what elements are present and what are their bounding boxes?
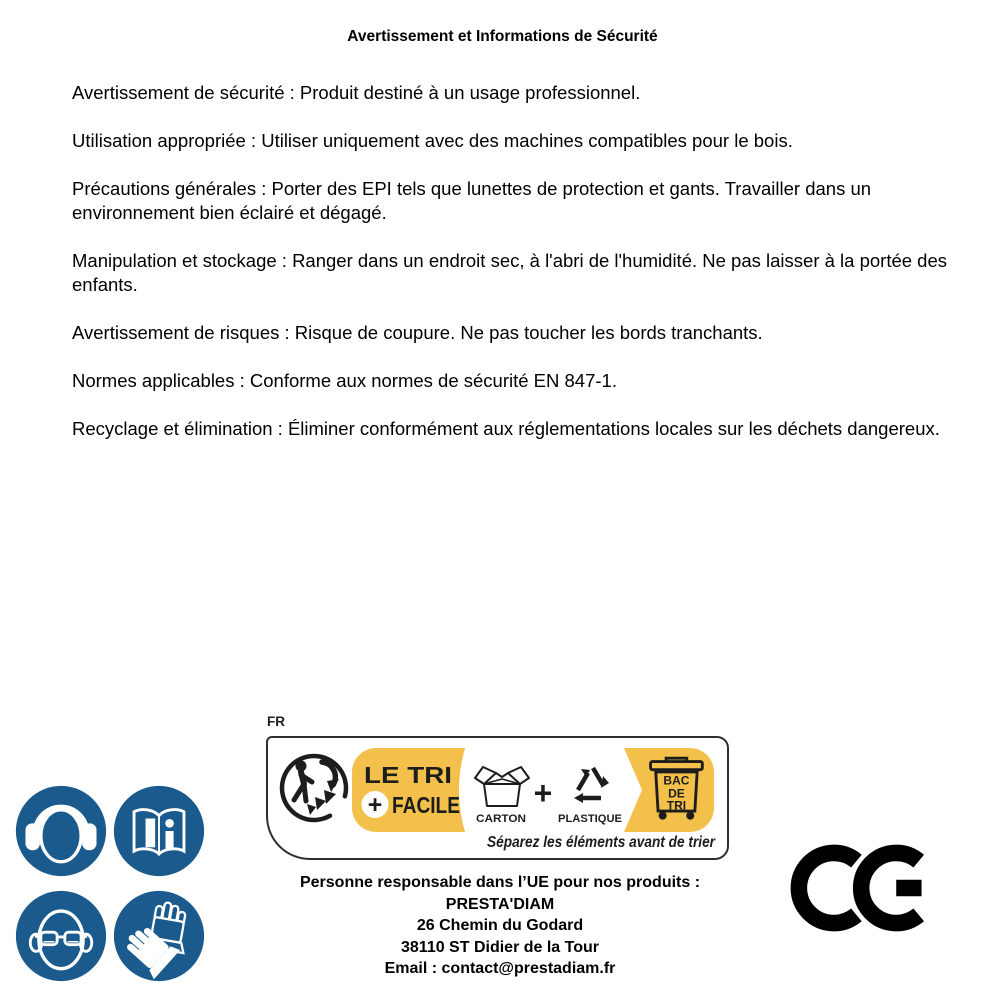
responsible-person-block: [200, 872, 800, 980]
responsible-intro: Personne responsable dans l’UE pour nos produits :: [299, 874, 701, 891]
paragraph-standards: Normes applicables : Conforme aux normes de sécurité EN 847-1.: [72, 370, 617, 391]
read-manual-icon: [111, 783, 207, 879]
ear-protection-icon: [13, 783, 109, 879]
eye-protection-icon: [13, 888, 109, 984]
material-plastique-label: PLASTIQUE: [558, 813, 622, 825]
mandatory-safety-pictograms: [13, 783, 207, 984]
country-code-label: FR: [267, 714, 285, 729]
paragraph-proper-use: Utilisation appropriée : Utiliser uniquement avec des machines compatibles pour le bois.: [72, 130, 793, 151]
sorting-instruction: Séparez les éléments avant de trier: [487, 834, 716, 851]
paragraph-safety-warning: Avertissement de sécurité : Produit destiné à un usage professionnel.: [72, 82, 641, 103]
company-name: PRESTA'DIAM: [445, 895, 555, 913]
headline-plus: +: [367, 791, 383, 819]
safety-paragraphs: [72, 81, 947, 465]
headline-le-tri: LE TRI: [364, 762, 452, 788]
ce-mark-icon: [795, 840, 941, 936]
address-city: 38110 ST Didier de la Tour: [401, 938, 599, 956]
info-tri-label: [266, 736, 729, 860]
bin-text-de: DE: [668, 786, 685, 801]
material-carton-label: CARTON: [476, 813, 527, 825]
paragraph-handling-storage: Manipulation et stockage : Ranger dans un endroit sec, à l'abri de l'humidité. Ne pas laisser à la portée des enfants.: [72, 250, 948, 295]
bin-text-bac: BAC: [663, 773, 690, 788]
paragraph-recycling: Recyclage et élimination : Éliminer conformément aux réglementations locales sur les déchets dangereux.: [72, 418, 940, 439]
info-tri-graphic: [268, 738, 727, 858]
protective-gloves-icon: [111, 888, 207, 984]
materials-plus: +: [533, 775, 553, 811]
address-street: 26 Chemin du Godard: [416, 917, 584, 935]
page-title: Avertissement et Informations de Sécurité: [347, 28, 658, 45]
triman-icon: [282, 756, 346, 820]
paragraph-general-precautions: Précautions générales : Porter des EPI tels que lunettes de protection et gants. Travailler dans un environnement bien éclairé et dégagé.: [72, 178, 872, 223]
paragraph-risk-warning: Avertissement de risques : Risque de coupure. Ne pas toucher les bords tranchants.: [72, 322, 763, 343]
bin-text-tri: TRI: [666, 798, 687, 813]
contact-email: Email : contact@prestadiam.fr: [384, 960, 616, 978]
headline-facile: FACILE: [392, 792, 460, 818]
